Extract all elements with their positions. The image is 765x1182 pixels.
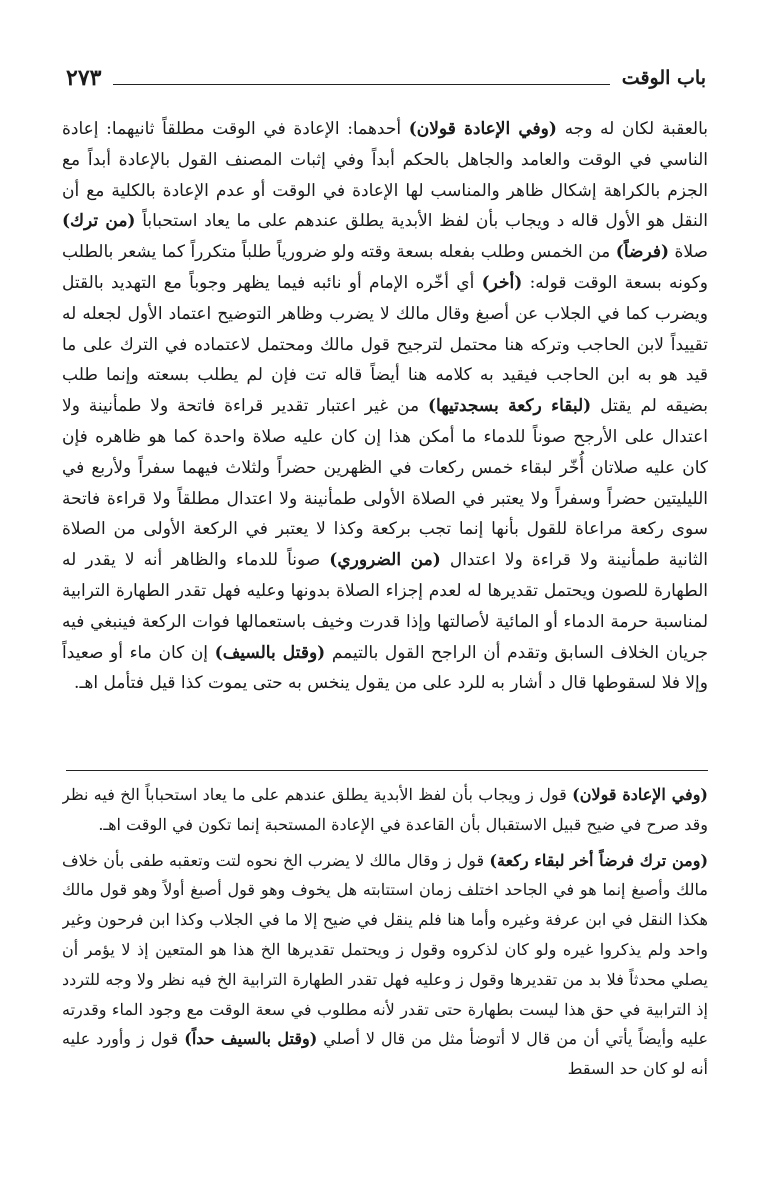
- text-segment: صلاة: [669, 242, 708, 263]
- bold-term: (وقتل بالسيف): [214, 642, 326, 663]
- bold-term: (وفي الإعادة قولان): [408, 119, 557, 139]
- text-segment: قول ز وقال مالك لا يضرب الخ نحوه لتت وتعقبه طفى بأن خلاف مالك وأصبغ إنما هو في الجاحد اختلف زمان استتابته هل يخوف وهو قول أصبغ أولاً وهو قول مالك هكذا النقل في ابن عرفة وغيره وأما هنا فلم ينقل في ضيح إلا ما في الجلاب وكذا ابن فرحون وغير واحد ولم يذكروا غيره ولو كان لذكروه وقول ز ويحتمل تقديرها الخ هذا هو المتعين إذ لا يؤمر أن يصلي محدثاً فلا بد من تقديرها وقول ز وعليه فهل تقدر الطهارة الترابية الخ فيه نظر ولا وجه للتردد إذ الترابية في حق هذا ليست بطهارة حتى تقدر لأنه مطلوب في سعة الوقت مع وجود الماء وقدرته عليه وأيضاً يأتي أن من قال لا أتوضأ مثل من قال لا أصلي: [62, 850, 708, 1049]
- text-segment: من الخمس وطلب بفعله بسعة وقته ولو ضرورياً طلباً متكرراً كما يشعر بالطلب وكونه بسعة الوقت قوله:: [62, 242, 708, 293]
- bold-term: (من الضروري): [329, 550, 441, 571]
- bold-term: (أخر): [481, 272, 523, 293]
- page-number: ٢٧٣: [66, 65, 102, 91]
- text-segment: من غير اعتبار تقدير قراءة فاتحة ولا طمأنينة ولا اعتدال على الأرجح صوناً للدماء ما أمكن هذا إن كان عليه صلاة واحدة كما هو ظاهره فإن كان عليه صلاتان أُخّر لبقاء خمس ركعات في الظهرين حضراً ولثلاث فيهما سفراً ولأربع في الليليتين حضراً وسفراً ولا يعتبر في الصلاة الأولى طمأنينة ولا اعتدال مطلقاً ولا قراءة فاتحة سوى ركعة مراعاة للقول بأنها إنما تجب بركعة وكذا لا يعتبر في الركعة الأولى من الصلاة الثانية طمأنينة ولا قراءة ولا اعتدال: [62, 396, 708, 571]
- text-segment: قول ز ويجاب بأن لفظ الأبدية يطلق عندهم على ما يعاد استحباباً الخ فيه نظر وقد صرح في ضيح قبيل الاستقبال بأن القاعدة في الإعادة المستحبة إنما تكون في الوقت اهـ.: [62, 785, 708, 834]
- bold-term: (وفي الإعادة قولان): [572, 785, 708, 804]
- footnote-divider: [66, 770, 708, 771]
- bold-term: (لبقاء ركعة بسجدتيها): [427, 396, 592, 417]
- text-segment: إن كان ماء أو صعيداً وإلا فلا لسقوطها قال د أشار به للرد على من يقول ينخس به حتى يموت كذا قيل فتأمل اهـ.: [62, 642, 708, 694]
- chapter-title: باب الوقت: [621, 67, 706, 89]
- bold-term: (وقتل بالسيف حداً): [184, 1029, 318, 1049]
- text-segment: بالعقبة لكان له وجه: [556, 119, 708, 139]
- main-text: [62, 114, 708, 754]
- page-header: [66, 64, 706, 92]
- header-rule: [113, 84, 609, 85]
- footnote: [62, 846, 708, 1084]
- bold-term: (فرضاً): [615, 242, 669, 263]
- bold-term: (ومن ترك فرضاً أخر لبقاء ركعة): [489, 850, 708, 870]
- text-segment: أي أخّره الإمام أو نائبه فيما يظهر وجوباً مع التهديد بالقتل ويضرب كما في الجلاب عن أصبغ وقال مالك لا يضرب وظاهر التوضيح اعتماد الأول لجعله له تقييداً لابن الحاجب وتركه هنا محتمل لترجيح قول مالك ومحتمل لاعتماده في الترك على ما قيد هو به ابن الحاجب فيقيد به كلامه هنا أيضاً قاله تت فإن لم يطلب بسعته وإنما طلب بضيقه لم يقتل: [62, 272, 708, 417]
- text-segment: صوناً للدماء والظاهر أنه لا يقدر له الطهارة للصون ويحتمل تقديرها له لعدم إجزاء الصلاة بدونها وعليه فهل تقدر الطهارة الترابية لمناسبة حرمة الدماء أو المائية لأصالتها وإذا قدرت وخيف باستعمالها فوات الركعة فينبغي فيه جريان الخلاف السابق وتقدم أن الراجح القول بالتيمم: [62, 550, 708, 663]
- bold-term: (من ترك): [62, 211, 136, 232]
- text-segment: قول ز وأورد عليه أنه لو كان حد السقط: [62, 1029, 708, 1079]
- text-segment: أحدهما: الإعادة في الوقت مطلقاً ثانيهما: إعادة الناسي في الوقت والعامد والجاهل بالحكم أبداً وفي إثبات المصنف القول بالإعادة أبداً مع الجزم بالكراهة إشكال ظاهر والمناسب لها الإعادة في الوقت أو عدم الإعادة بالكلية مع أن النقل هو الأول قاله د ويجاب بأن لفظ الأبدية يطلق عندهم على ما يعاد استحباباً: [62, 119, 708, 232]
- footnotes: [62, 780, 708, 1120]
- footnote: [62, 780, 708, 840]
